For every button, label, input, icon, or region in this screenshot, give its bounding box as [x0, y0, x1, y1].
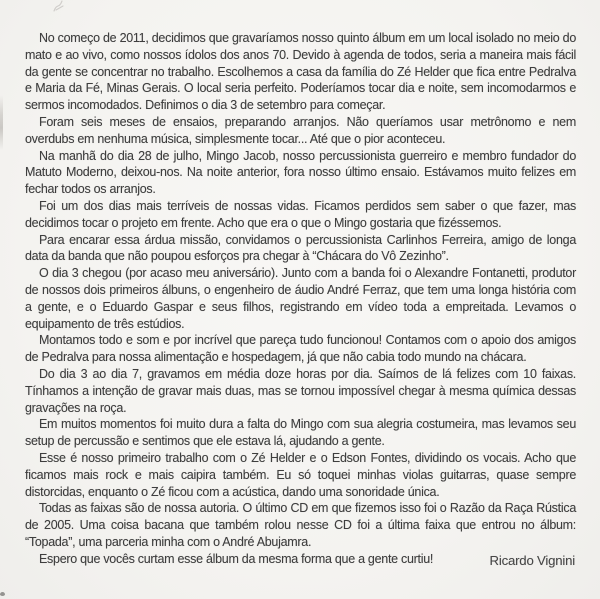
paragraph-carlinhos-ferreira: Para encarar essa árdua missão, convidamos o percussionista Carlinhos Ferreira, amigo de longa data da banda que não poupou esforços pra chegar à “Chácara do Vô Zezinho”. — [25, 232, 576, 264]
paragraph-intro-2011: No começo de 2011, decidimos que gravaríamos nosso quinto álbum em um local isolado no meio do mato e ao vivo, como nossos ídolos dos anos 70. Devido à agenda de todos, seria a maneira mais fácil da gente se concentrar no trabalho. Escolhemos a casa da família do Zé Helder que fica entre Pedralva e Maria da Fé, Minas Gerais. O local seria perfeito. Poderíamos tocar dia e noite, sem incomodarmos e sermos incomodados. Definimos o dia 3 de setembro para começar. — [25, 31, 576, 113]
paragraph-ensaios: Foram seis meses de ensaios, preparando arranjos. Não queríamos usar metrônomo e nem overdubs em nenhuma música, simplesmente tocar... Até que o pior aconteceu. — [25, 114, 576, 146]
paragraph-autoria-topada: Todas as faixas são de nossa autoria. O último CD em que fizemos isso foi o Razão da Raça Rústica de 2005. Uma coisa bacana que também rolou nesse CD foi a última faixa que entrou no álbum: “Topada”, uma parceria minha com o André Abujamra. — [25, 501, 576, 549]
liner-notes-text — [25, 30, 576, 568]
paragraph-falta-do-mingo: Em muitos momentos foi muito dura a falta do Mingo com sua alegria costumeira, mas levamos seu setup de percussão e sentimos que ele estava lá, ajudando a gente. — [25, 417, 576, 449]
scan-edge-streak — [0, 95, 3, 150]
scan-mark-icon — [50, 0, 68, 13]
paragraph-gravacoes: Do dia 3 ao dia 7, gravamos em média doze horas por dia. Saímos de lá felizes com 10 faixas. Tínhamos a intenção de gravar mais duas, mas se tornou impossível chegar à mesma química dessas gravações na roça. — [25, 366, 576, 415]
signature-ricardo-vignini: Ricardo Vignini — [489, 553, 575, 568]
paragraph-dias-terriveis: Foi um dos dias mais terríveis de nossas vidas. Ficamos perdidos sem saber o que fazer, mas decidimos tocar o projeto em frente. Acho que era o que o Mingo gostaria que fizéssemos. — [25, 198, 576, 230]
paragraph-montamos-som: Montamos todo e som e por incrível que pareça tudo funcionou! Contamos com o apoio dos amigos de Pedralva para nossa alimentação e hospedagem, já que não cabia todo mundo na chácara. — [25, 333, 576, 365]
paragraph-dia-3-chegou: O dia 3 chegou (por acaso meu aniversário). Junto com a banda foi o Alexandre Fontanetti, produtor de nossos dois primeiros álbuns, o engenheiro de áudio André Ferraz, que tem uma longa história com a gente, e o Eduardo Gaspar e seus filhos, registrando em vídeo toda a empreitada. Levamos o equipamento de três estúdios. — [25, 266, 576, 331]
paragraph-despedida: Espero que vocês curtam esse álbum da mesma forma que a gente curtiu! — [39, 551, 434, 566]
paragraph-ze-helder-edson: Esse é nosso primeiro trabalho com o Zé Helder e o Edson Fontes, dividindo os vocais. Acho que ficamos mais rock e mais caipira também. Eu só toquei minhas violas guitarras, quase sempre distorcidas, enquanto o Zé ficou com a acústica, dando uma sonoridade única. — [25, 450, 576, 499]
paragraph-mingo-jacob: Na manhã do dia 28 de julho, Mingo Jacob, nosso percussionista guerreiro e membro fundador do Matuto Moderno, deixou-nos. Na noite anterior, fora nosso último ensaio. Estávamos muito felizes em fechar todos os arranjos. — [25, 148, 576, 197]
scan-speck — [0, 592, 5, 596]
